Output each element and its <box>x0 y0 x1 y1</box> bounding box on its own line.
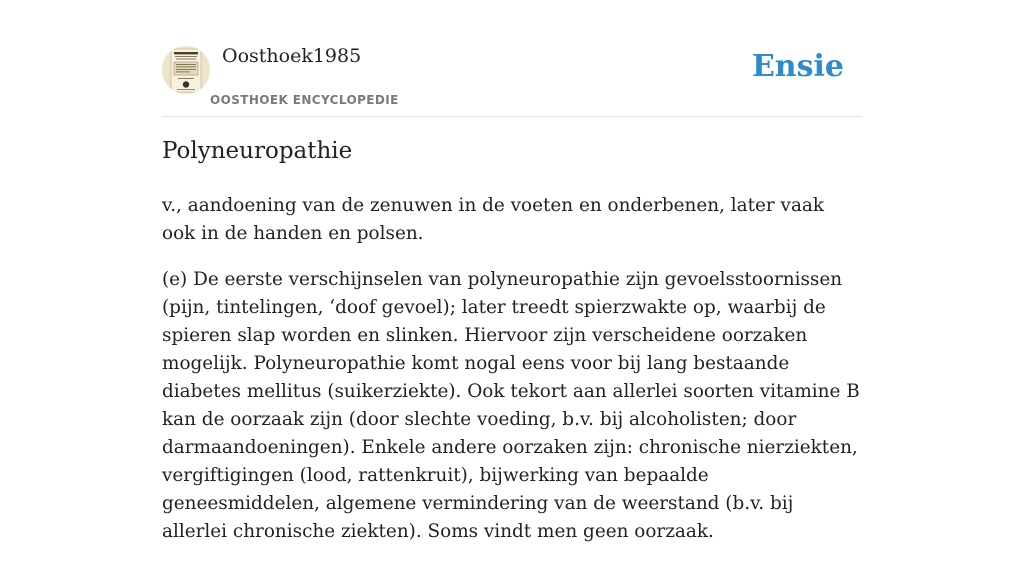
article-title: Polyneuropathie <box>162 138 353 164</box>
encyclopedia-title-page-icon <box>162 46 210 94</box>
article-page <box>162 0 862 542</box>
source-subtitle[interactable]: OOSTHOEK ENCYCLOPEDIE <box>210 93 399 107</box>
article-paragraph: (e) De eerste verschijnselen van polyneuropathie zijn gevoelsstoornissen (pijn, tintelingen, ‘doof gevoel); later treedt spierzwakte op, waarbij de spieren slap worden en slinken. Hiervoor zijn verscheidene oorzaken mogelijk. Polyneuropathie komt nogal eens voor bij lang bestaande diabetes mellitus (suikerziekte). Ook tekort aan allerlei soorten vitamine B kan de oorzaak zijn (door slechte voeding, b.v. bij alcoholisten; door darmaandoeningen). Enkele andere oorzaken zijn: chronische nierziekten, vergiftigingen (lood, rattenkruit), bijwerking van bepaalde geneesmiddelen, algemene vermindering van de weerstand (b.v. bij allerlei chronische ziekten). Soms vindt men geen oorzaak. <box>162 269 860 542</box>
brand-logo[interactable]: Ensie <box>751 49 844 84</box>
article-body <box>162 192 862 564</box>
source-avatar[interactable] <box>162 46 210 94</box>
article-paragraph: v., aandoening van de zenuwen in de voeten en onderbenen, later vaak ook in de handen en polsen. <box>162 195 825 244</box>
article-header <box>162 0 862 117</box>
source-name[interactable]: Oosthoek1985 <box>222 45 362 67</box>
